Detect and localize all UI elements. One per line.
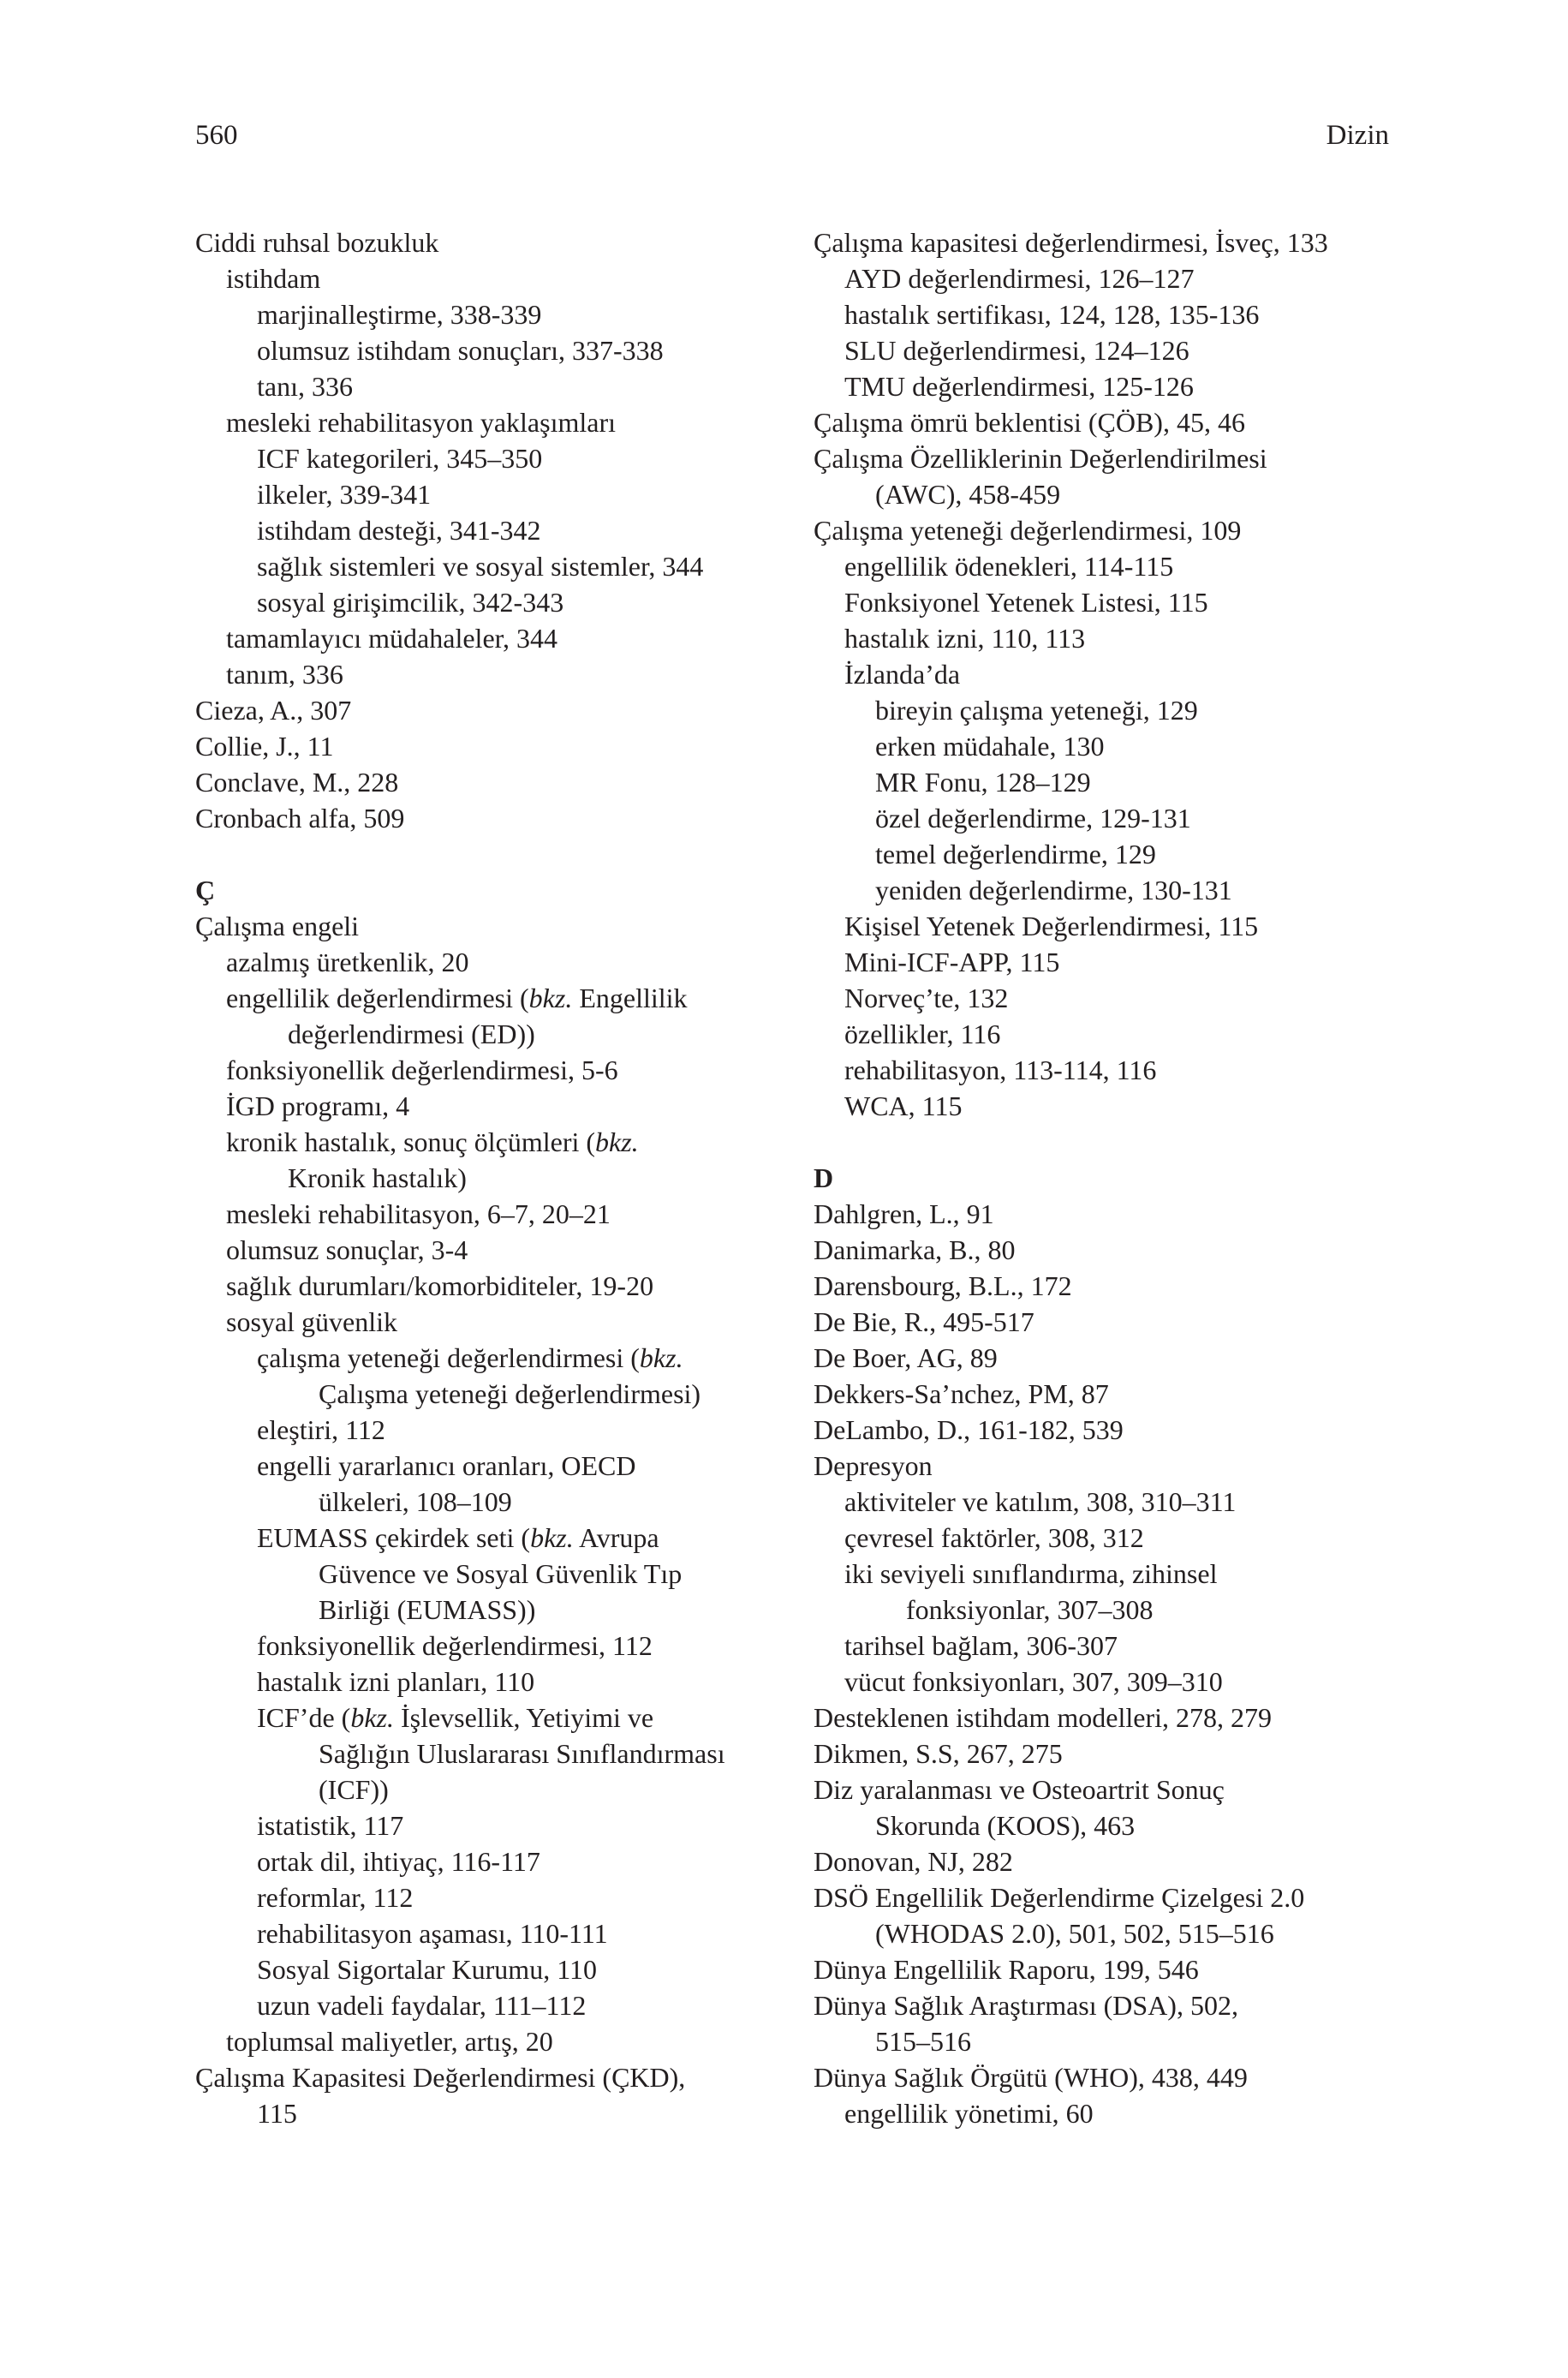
index-entry: sosyal güvenlik	[226, 1306, 397, 1337]
index-entry: hastalık sertifikası, 124, 128, 135-136	[844, 299, 1260, 330]
index-entry: Dünya Sağlık Örgütü (WHO), 438, 449	[814, 2062, 1248, 2093]
index-entry-continuation: fonksiyonlar, 307–308	[906, 1594, 1154, 1625]
section-letter: Ç	[195, 875, 216, 905]
index-entry: hastalık izni planları, 110	[257, 1666, 535, 1697]
index-entry-continuation: (ICF))	[319, 1774, 389, 1805]
index-entry: İGD programı, 4	[226, 1090, 410, 1121]
index-entry: çevresel faktörler, 308, 312	[844, 1522, 1144, 1553]
index-entry: istihdam desteği, 341-342	[257, 515, 541, 546]
index-entry: Norveç’te, 132	[844, 983, 1009, 1013]
page-number: 560	[195, 120, 238, 151]
index-entry: Fonksiyonel Yetenek Listesi, 115	[844, 587, 1208, 618]
index-entry: iki seviyeli sınıflandırma, zihinsel	[844, 1558, 1218, 1589]
running-title: Dizin	[1326, 120, 1389, 151]
index-entry-continuation: değerlendirmesi (ED))	[288, 1019, 535, 1049]
index-entry: fonksiyonellik değerlendirmesi, 112	[257, 1630, 653, 1661]
index-entry: De Bie, R., 495-517	[814, 1306, 1034, 1337]
index-entry: Çalışma ömrü beklentisi (ÇÖB), 45, 46	[814, 407, 1245, 438]
index-entry: İzlanda’da	[844, 659, 961, 690]
section-letter: D	[814, 1162, 834, 1193]
index-entry: Collie, J., 11	[195, 731, 334, 762]
index-entry-continuation: Skorunda (KOOS), 463	[875, 1810, 1136, 1841]
index-entry: Çalışma Özelliklerinin Değerlendirilmesi	[814, 443, 1267, 474]
index-entry: Dekkers-Sa’nchez, PM, 87	[814, 1378, 1109, 1409]
index-entry: Dahlgren, L., 91	[814, 1198, 994, 1229]
index-entry: De Boer, AG, 89	[814, 1342, 998, 1373]
index-entry: engellilik ödenekleri, 114-115	[844, 551, 1174, 582]
index-entry: Cronbach alfa, 509	[195, 803, 405, 833]
index-entry: tanım, 336	[226, 659, 343, 690]
index-entry: toplumsal maliyetler, artış, 20	[226, 2026, 553, 2057]
index-entry: ilkeler, 339-341	[257, 479, 432, 510]
index-entry: Darensbourg, B.L., 172	[814, 1270, 1072, 1301]
index-entry: Dünya Sağlık Araştırması (DSA), 502,	[814, 1990, 1238, 2021]
index-entry: tamamlayıcı müdahaleler, 344	[226, 623, 558, 654]
index-entry-continuation: Güvence ve Sosyal Güvenlik Tıp	[319, 1558, 683, 1589]
index-entry: Depresyon	[814, 1450, 933, 1481]
index-entry: mesleki rehabilitasyon yaklaşımları	[226, 407, 616, 438]
index-entry: Desteklenen istihdam modelleri, 278, 279	[814, 1702, 1272, 1733]
index-entry: bireyin çalışma yeteneği, 129	[875, 695, 1198, 726]
index-entry: engellilik değerlendirmesi (bkz. Engellilik	[226, 983, 688, 1013]
index-entry: çalışma yeteneği değerlendirmesi (bkz.	[257, 1342, 683, 1373]
index-entry: sağlık durumları/komorbiditeler, 19-20	[226, 1270, 654, 1301]
index-entry: Dünya Engellilik Raporu, 199, 546	[814, 1954, 1199, 1985]
index-entry: sağlık sistemleri ve sosyal sistemler, 344	[257, 551, 704, 582]
index-entry: AYD değerlendirmesi, 126–127	[844, 263, 1195, 294]
index-entry: EUMASS çekirdek seti (bkz. Avrupa	[257, 1522, 659, 1553]
index-column-left	[195, 224, 760, 2131]
index-entry: Dikmen, S.S, 267, 275	[814, 1738, 1063, 1769]
see-reference: bkz.	[350, 1702, 394, 1733]
index-entry: rehabilitasyon aşaması, 110-111	[257, 1918, 608, 1949]
index-entry-continuation: Birliği (EUMASS))	[319, 1594, 536, 1625]
index-entry: rehabilitasyon, 113-114, 116	[844, 1055, 1157, 1085]
index-entry: hastalık izni, 110, 113	[844, 623, 1086, 654]
index-entry: marjinalleştirme, 338-339	[257, 299, 542, 330]
index-entry: Danimarka, B., 80	[814, 1234, 1016, 1265]
index-entry: sosyal girişimcilik, 342-343	[257, 587, 564, 618]
index-entry-continuation: 115	[257, 2098, 297, 2129]
index-entry: Conclave, M., 228	[195, 767, 399, 798]
index-entry: kronik hastalık, sonuç ölçümleri (bkz.	[226, 1126, 639, 1157]
index-entry-continuation: Sağlığın Uluslararası Sınıflandırması	[319, 1738, 725, 1769]
index-entry: özel değerlendirme, 129-131	[875, 803, 1191, 833]
index-entry: tarihsel bağlam, 306-307	[844, 1630, 1118, 1661]
index-entry: azalmış üretkenlik, 20	[226, 947, 469, 977]
index-entry: vücut fonksiyonları, 307, 309–310	[844, 1666, 1223, 1697]
page-header	[195, 120, 1389, 163]
index-entry: erken müdahale, 130	[875, 731, 1105, 762]
index-entry: mesleki rehabilitasyon, 6–7, 20–21	[226, 1198, 611, 1229]
index-entry: özellikler, 116	[844, 1019, 1001, 1049]
index-entry: istihdam	[226, 263, 321, 294]
index-entry: istatistik, 117	[257, 1810, 404, 1841]
index-entry: WCA, 115	[844, 1090, 963, 1121]
index-entry: SLU değerlendirmesi, 124–126	[844, 335, 1189, 366]
index-entry: ICF’de (bkz. İşlevsellik, Yetiyimi ve	[257, 1702, 654, 1733]
index-entry: engellilik yönetimi, 60	[844, 2098, 1094, 2129]
see-reference: bkz.	[639, 1342, 683, 1373]
index-entry: yeniden değerlendirme, 130-131	[875, 875, 1232, 905]
index-entry: Çalışma yeteneği değerlendirmesi, 109	[814, 515, 1242, 546]
index-entry-continuation: ülkeleri, 108–109	[319, 1486, 512, 1517]
index-entry: TMU değerlendirmesi, 125-126	[844, 371, 1194, 402]
index-entry-continuation: (WHODAS 2.0), 501, 502, 515–516	[875, 1918, 1274, 1949]
index-entry: Sosyal Sigortalar Kurumu, 110	[257, 1954, 597, 1985]
index-entry: fonksiyonellik değerlendirmesi, 5-6	[226, 1055, 618, 1085]
index-entry: eleştiri, 112	[257, 1414, 385, 1445]
index-entry: Mini-ICF-APP, 115	[844, 947, 1060, 977]
see-reference: bkz.	[530, 1522, 574, 1553]
index-entry: Cieza, A., 307	[195, 695, 352, 726]
see-reference: bkz.	[595, 1126, 639, 1157]
index-entry: reformlar, 112	[257, 1882, 414, 1913]
index-entry: uzun vadeli faydalar, 111–112	[257, 1990, 587, 2021]
index-entry: Çalışma kapasitesi değerlendirmesi, İsveç, 133	[814, 227, 1328, 258]
index-entry-continuation: 515–516	[875, 2026, 971, 2057]
index-entry: Ciddi ruhsal bozukluk	[195, 227, 439, 258]
index-entry: DSÖ Engellilik Değerlendirme Çizelgesi 2.0	[814, 1882, 1305, 1913]
index-entry: olumsuz sonuçlar, 3-4	[226, 1234, 468, 1265]
index-entry: Kişisel Yetenek Değerlendirmesi, 115	[844, 911, 1259, 941]
see-reference: bkz.	[528, 983, 573, 1013]
index-entry-continuation: (AWC), 458-459	[875, 479, 1061, 510]
index-entry: engelli yararlanıcı oranları, OECD	[257, 1450, 636, 1481]
index-entry-continuation: Kronik hastalık)	[288, 1162, 467, 1193]
index-entry: Donovan, NJ, 282	[814, 1846, 1013, 1877]
index-column-right	[814, 224, 1379, 2131]
index-entry: temel değerlendirme, 129	[875, 839, 1156, 869]
index-entry: Diz yaralanması ve Osteoartrit Sonuç	[814, 1774, 1225, 1805]
index-entry: MR Fonu, 128–129	[875, 767, 1091, 798]
index-entry-continuation: Çalışma yeteneği değerlendirmesi)	[319, 1378, 701, 1409]
index-entry: olumsuz istihdam sonuçları, 337-338	[257, 335, 664, 366]
index-entry: ortak dil, ihtiyaç, 116-117	[257, 1846, 540, 1877]
index-entry: DeLambo, D., 161-182, 539	[814, 1414, 1124, 1445]
index-entry: tanı, 336	[257, 371, 353, 402]
index-entry: ICF kategorileri, 345–350	[257, 443, 543, 474]
index-entry: Çalışma Kapasitesi Değerlendirmesi (ÇKD),	[195, 2062, 686, 2093]
index-entry: Çalışma engeli	[195, 911, 360, 941]
index-entry: aktiviteler ve katılım, 308, 310–311	[844, 1486, 1237, 1517]
